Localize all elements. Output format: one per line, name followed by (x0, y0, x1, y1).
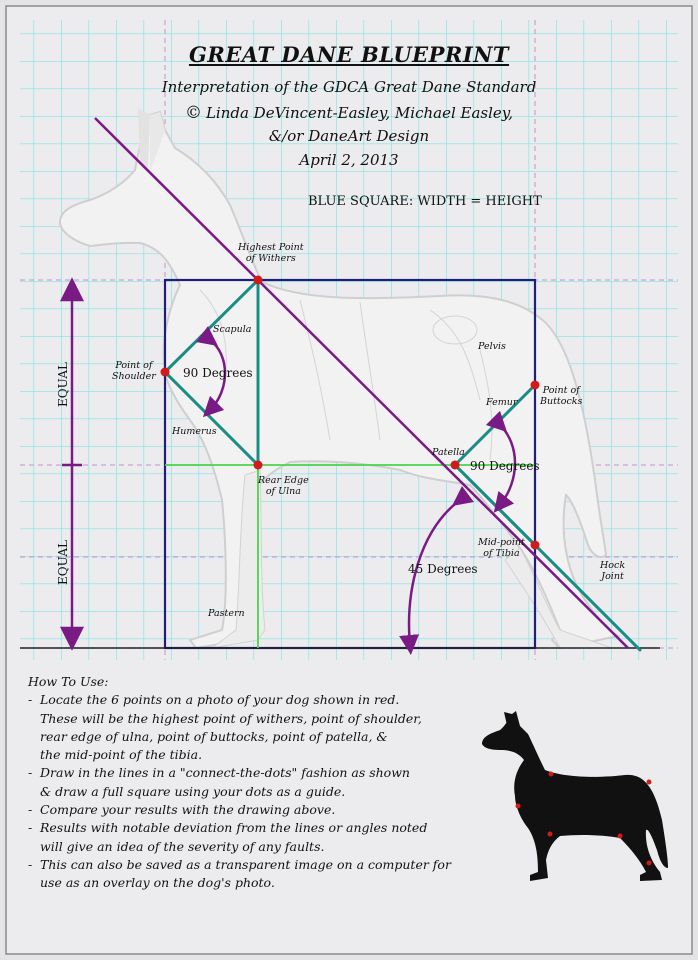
how-to-item-1-line-3: rear edge of ulna, point of buttocks, point of patella, & (40, 728, 388, 744)
label-hock (600, 560, 625, 582)
label-withers (238, 242, 304, 264)
label-patella: Patella (432, 447, 465, 458)
page-title: GREAT DANE BLUEPRINT (188, 42, 510, 67)
equal-label-lower: EQUAL (56, 540, 70, 585)
point-tibia (531, 541, 540, 550)
label-shoulder (112, 360, 156, 382)
label-tibia-line-2: of Tibia (483, 548, 520, 559)
how-to-item-2 (28, 764, 498, 801)
blue-square-note: BLUE SQUARE: WIDTH = HEIGHT (308, 194, 542, 209)
label-tibia (478, 537, 525, 559)
how-to-item-5 (28, 856, 498, 893)
label-buttocks-line-2: Buttocks (540, 396, 583, 407)
label-hock-line-1: Hock (600, 560, 626, 571)
point-ulna (254, 461, 263, 470)
label-shoulder-line-2: Shoulder (112, 371, 156, 382)
label-scapula: Scapula (213, 324, 252, 335)
label-withers-line-1: Highest Point (238, 242, 304, 253)
label-tibia-line-1: Mid-point (478, 537, 525, 548)
equal-label-upper: EQUAL (56, 362, 70, 407)
label-pastern: Pastern (208, 608, 245, 619)
how-to-item-1 (28, 691, 498, 764)
label-buttocks-line-1: Point of (542, 385, 580, 396)
subtitle-line-1: Interpretation of the GDCA Great Dane Standard (161, 78, 537, 96)
angle-front-label: 90 Degrees (183, 366, 253, 380)
angle-diagonal-label: 45 Degrees (408, 562, 478, 576)
how-to-item-1-line-1: - Locate the 6 points on a photo of your dog shown in red. (40, 692, 400, 708)
label-humerus: Humerus (172, 426, 217, 437)
label-hock-line-2: Joint (601, 571, 624, 582)
how-to-item-1-line-2: These will be the highest point of withers, point of shoulder, (40, 710, 422, 726)
how-to-item-2-line-2: & draw a full square using your dots as a guide. (40, 783, 346, 799)
point-buttocks (531, 381, 540, 390)
label-ulna-line-2: of Ulna (265, 486, 301, 497)
label-pelvis: Pelvis (478, 341, 506, 352)
how-to-use (28, 673, 498, 893)
how-to-heading: How To Use: (28, 674, 109, 689)
how-to-item-2-line-1: - Draw in the lines in a "connect-the-dots" fashion as shown (40, 765, 410, 781)
point-withers (254, 276, 263, 285)
label-withers-line-2: of Withers (245, 253, 296, 264)
how-to-item-4-line-1: - Results with notable deviation from the lines or angles noted (40, 820, 428, 836)
label-ulna (258, 475, 309, 497)
subtitle-line-4: April 2, 2013 (299, 151, 399, 169)
subtitle-line-2-text: Linda DeVincent-Easley, Michael Easley, (205, 104, 514, 122)
copyright-symbol: © (184, 103, 202, 123)
how-to-item-5-line-2: use as an overlay on the dog's photo. (40, 875, 275, 891)
label-femur: Femur (486, 397, 518, 408)
point-shoulder (161, 368, 170, 377)
how-to-item-4-line-2: will give an idea of the severity of any faults. (40, 838, 325, 854)
how-to-item-1-line-4: the mid-point of the tibia. (40, 747, 203, 763)
how-to-item-4 (28, 819, 498, 856)
point-patella (451, 461, 460, 470)
subtitle-line-3: &/or DaneArt Design (268, 127, 430, 145)
how-to-item-3 (28, 801, 498, 819)
subtitle-line-2 (0, 103, 698, 123)
label-buttocks (540, 385, 582, 407)
angle-rear-label: 90 Degrees (470, 459, 540, 473)
how-to-item-3-line-1: - Compare your results with the drawing above. (40, 802, 336, 818)
how-to-item-5-line-1: - This can also be saved as a transparent image on a computer for (40, 856, 451, 872)
label-shoulder-line-1: Point of (115, 360, 153, 371)
label-ulna-line-1: Rear Edge (258, 475, 309, 486)
